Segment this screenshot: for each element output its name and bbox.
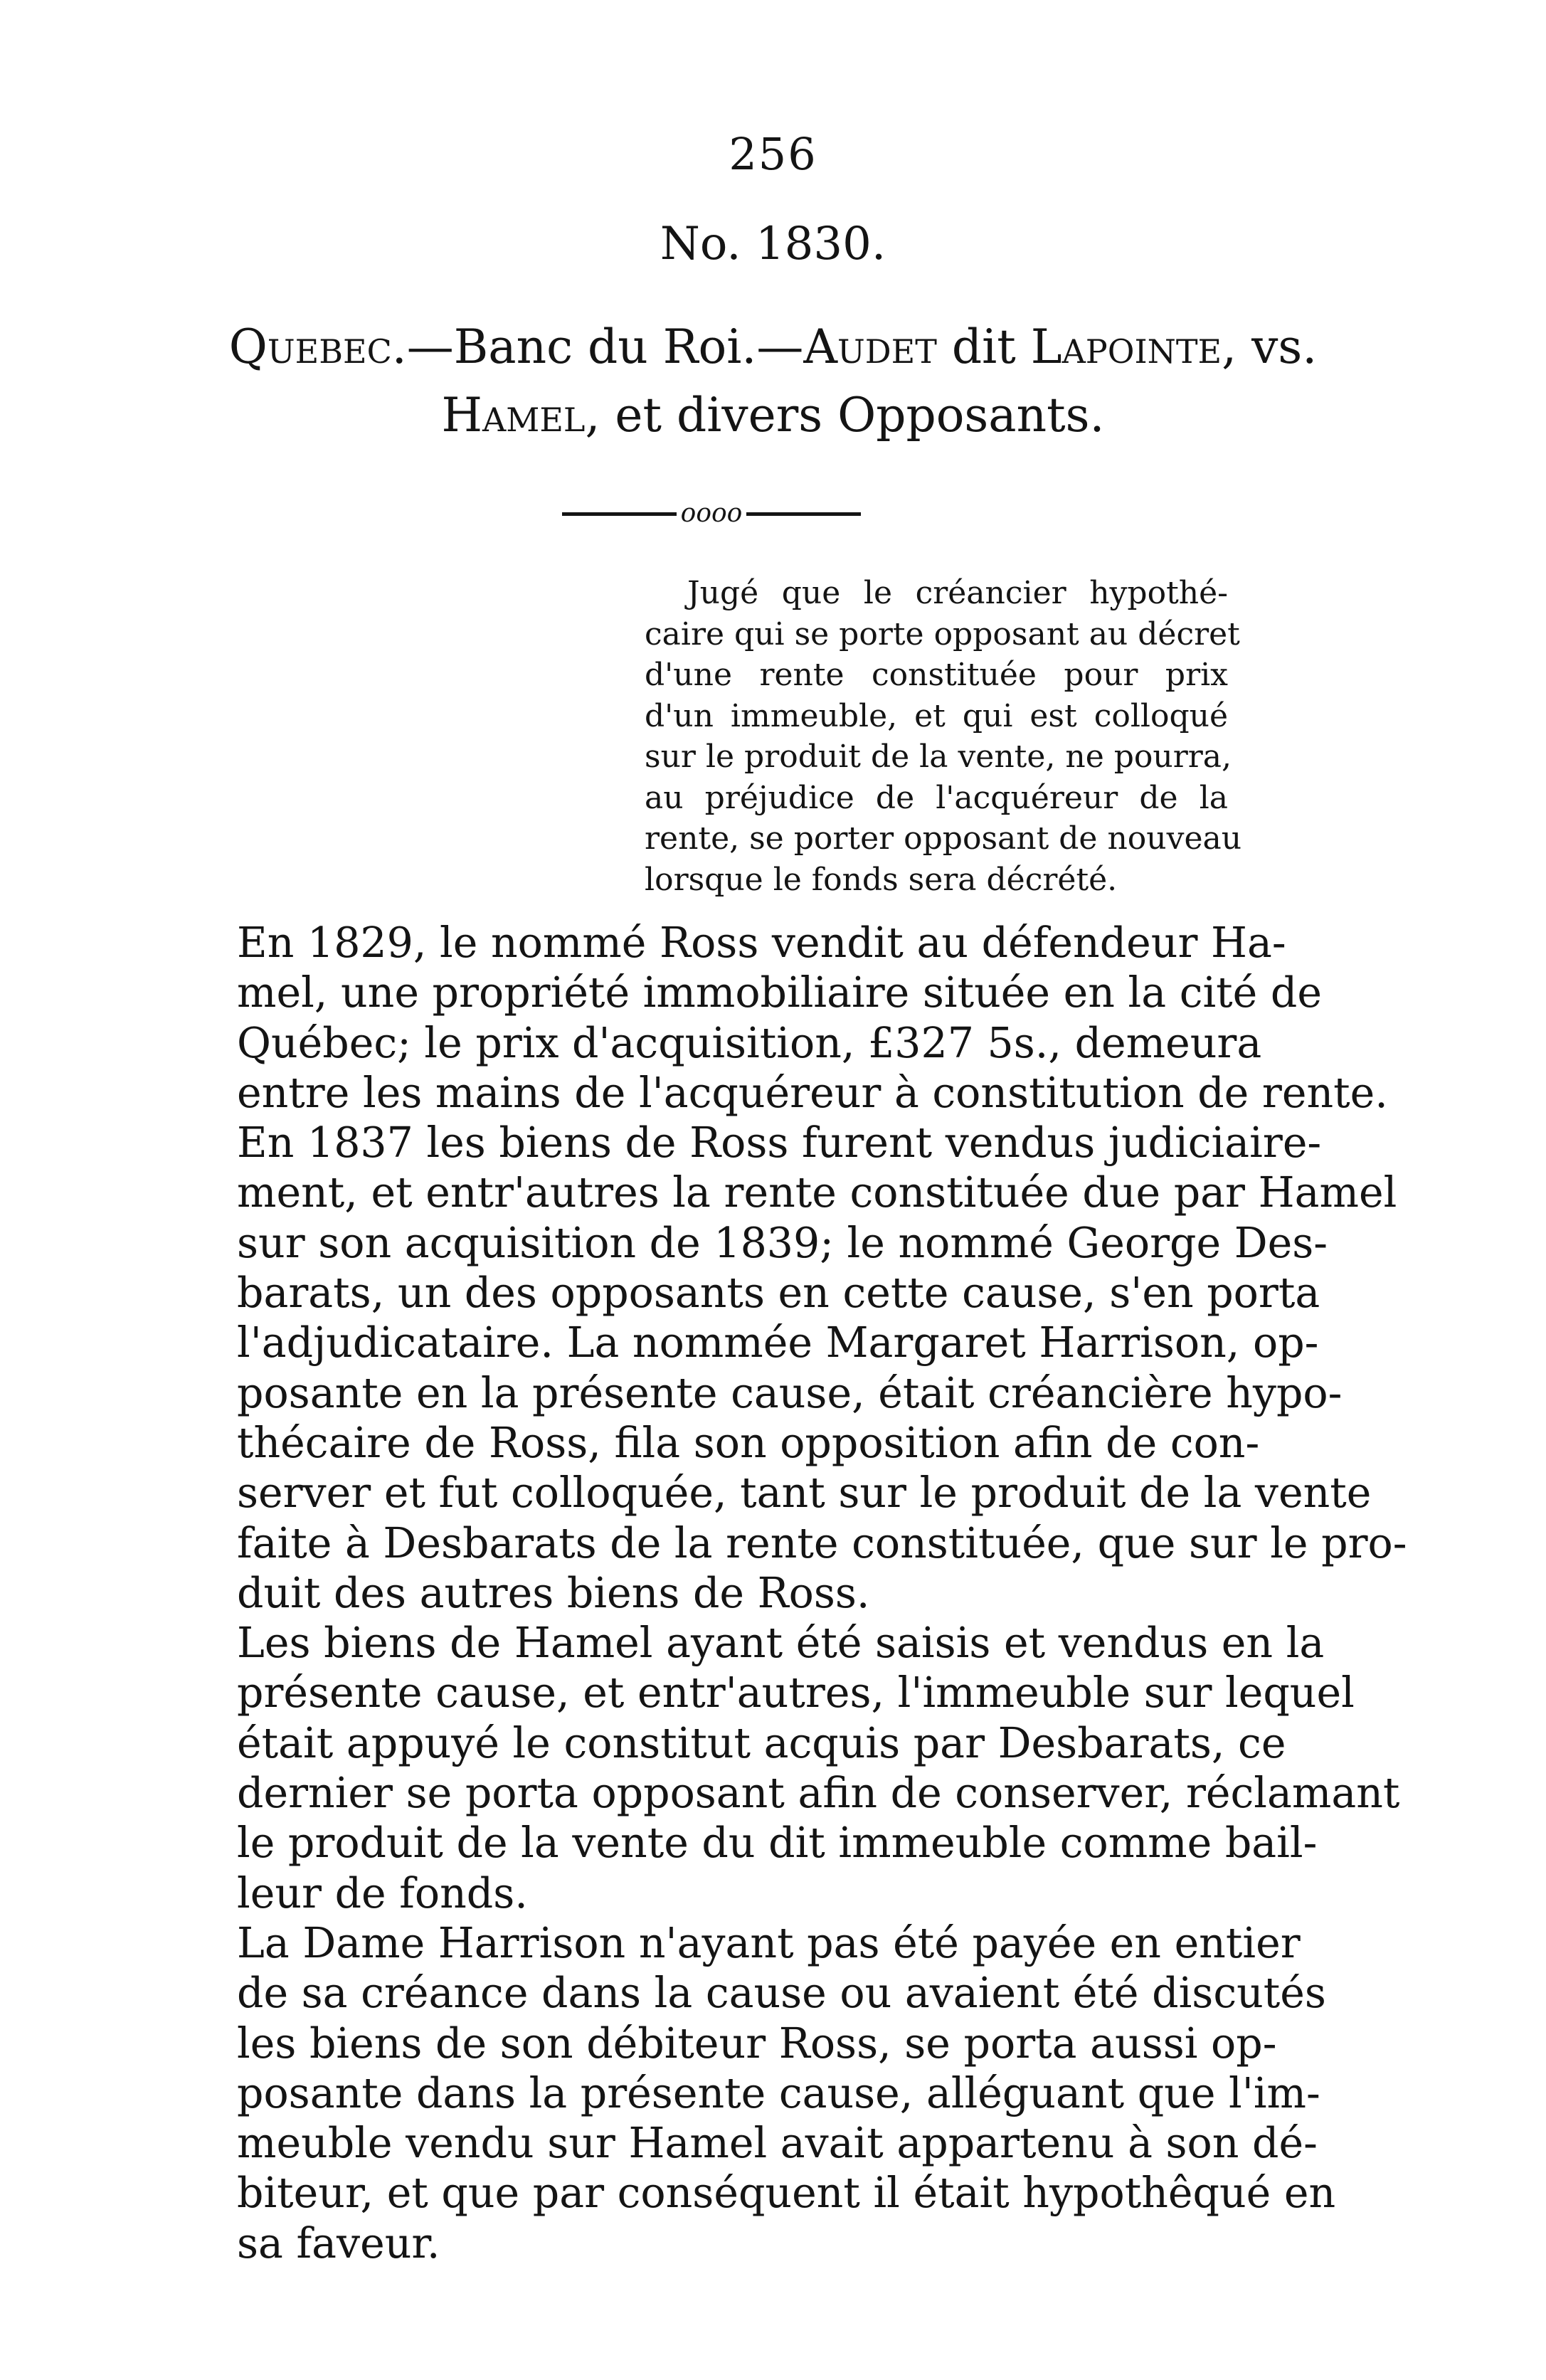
ornamental-separator <box>562 499 861 528</box>
case-versus: , vs. <box>1222 319 1318 374</box>
body-line: sur son acquisition de 1839; le nommé George Des- <box>237 1218 1328 1267</box>
case-title-rest: , et divers Opposants. <box>585 388 1105 443</box>
case-party-plaintiff: Audet <box>803 319 937 374</box>
body-line: de sa créance dans la cause ou avaient été discutés <box>237 1969 1326 2018</box>
headnote-line: sur le produit de la vente, ne pourra, <box>645 739 1232 775</box>
case-party-plaintiff-alias: Lapointe <box>1030 319 1222 374</box>
body-line: Québec; le prix d'acquisition, £327 5s., demeura <box>237 1018 1262 1067</box>
body-line: server et fut colloquée, tant sur le produit de la vente <box>237 1469 1372 1518</box>
body-line: thécaire de Ross, fila son opposition afin de con- <box>237 1418 1260 1467</box>
case-number: No. 1830. <box>660 218 886 270</box>
case-court: .—Banc du Roi.— <box>391 319 804 374</box>
body-line: La Dame Harrison n'ayant pas été payée en entier <box>237 1918 1301 1967</box>
body-line: leur de fonds. <box>237 1868 528 1918</box>
headnote-line: lorsque le fonds sera décrété. <box>645 861 1118 898</box>
separator-rule-left <box>562 512 677 516</box>
body-line: sa faveur. <box>237 2218 440 2268</box>
case-title-line-2 <box>0 381 1546 450</box>
headnote-line: au préjudice de l'acquéreur de la <box>645 779 1228 816</box>
body-line: Les biens de Hamel ayant été saisis et vendus en la <box>237 1619 1325 1668</box>
body-line: le produit de la vente du dit immeuble comme bail- <box>237 1819 1318 1868</box>
body-line: duit des autres biens de Ross. <box>237 1568 870 1617</box>
case-title <box>0 313 1546 450</box>
case-party-defendant: Hamel <box>441 388 586 443</box>
case-place: Quebec <box>228 319 392 374</box>
headnote-line: caire qui se porte opposant au décret <box>645 615 1240 652</box>
page-number: 256 <box>729 128 817 180</box>
body-line: posante dans la présente cause, alléguant que l'im- <box>237 2068 1320 2117</box>
body-line: présente cause, et entr'autres, l'immeuble sur lequel <box>237 1668 1355 1718</box>
body-text <box>237 918 1407 2268</box>
body-line: entre les mains de l'acquéreur à constitution de rente. <box>237 1068 1388 1117</box>
body-line: ment, et entr'autres la rente constituée due par Hamel <box>237 1168 1397 1217</box>
body-line: biteur, et que par conséquent il était hypothêqué en <box>237 2169 1336 2218</box>
separator-ornament: oooo <box>680 499 743 528</box>
body-line: meuble vendu sur Hamel avait appartenu à son dé- <box>237 2119 1318 2168</box>
headnote <box>645 573 1242 900</box>
case-dit: dit <box>936 319 1031 374</box>
headnote-line: d'une rente constituée pour prix <box>645 657 1228 693</box>
body-line: posante en la présente cause, était créancière hypo- <box>237 1368 1343 1417</box>
body-line: barats, un des opposants en cette cause, s'en porta <box>237 1269 1320 1318</box>
headnote-line: d'un immeuble, et qui est colloqué <box>645 697 1228 734</box>
body-line: En 1829, le nommé Ross vendit au défendeur Ha- <box>237 919 1286 967</box>
body-line: faite à Desbarats de la rente constituée, que sur le pro- <box>237 1518 1407 1567</box>
body-line: les biens de son débiteur Ross, se porta aussi op- <box>237 2019 1277 2068</box>
headnote-line: rente, se porter opposant de nouveau <box>645 820 1242 857</box>
body-line: mel, une propriété immobiliaire située en la cité de <box>237 968 1322 1017</box>
body-line: dernier se porta opposant afin de conserver, réclamant <box>237 1769 1400 1818</box>
separator-rule-right <box>746 512 861 516</box>
case-title-line-1 <box>0 313 1546 381</box>
body-line: était appuyé le constitut acquis par Desbarats, ce <box>237 1718 1286 1767</box>
body-line: l'adjudicataire. La nommée Margaret Harrison, op- <box>237 1318 1319 1368</box>
headnote-line: Jugé que le créancier hypothé- <box>687 575 1228 611</box>
body-line: En 1837 les biens de Ross furent vendus judiciaire- <box>237 1118 1322 1168</box>
